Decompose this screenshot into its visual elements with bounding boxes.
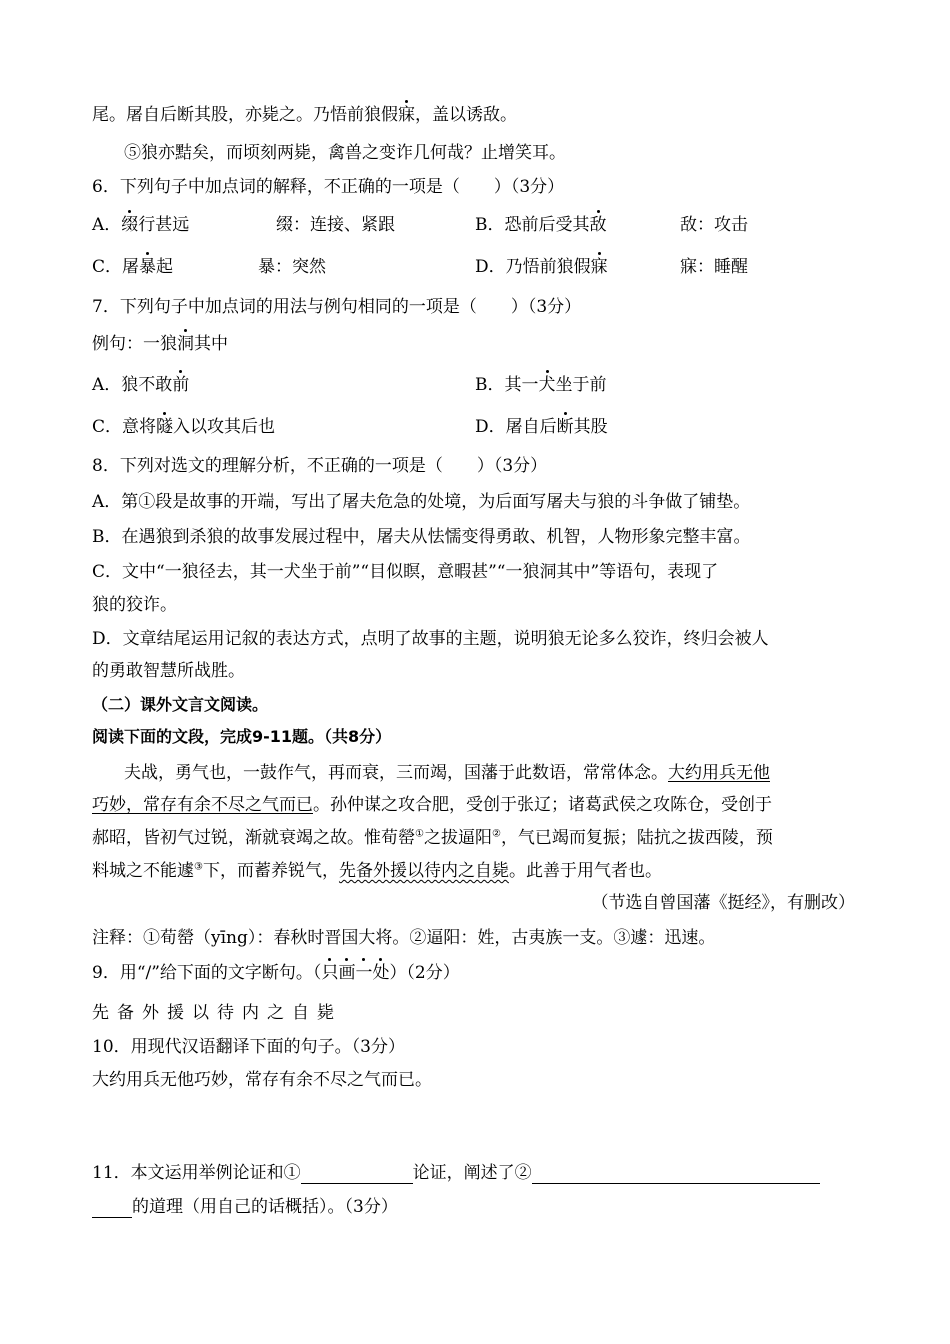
q6-option-b-gloss: 敌：攻击: [680, 215, 748, 235]
q10-sentence: 大约用兵无他巧妙，常存有余不尽之气而已。: [92, 1070, 432, 1090]
dotted-char: 犬: [538, 375, 556, 395]
dotted-char: 一: [355, 963, 373, 983]
q7-example: 例句：一狼洞其中: [92, 334, 228, 354]
question-6-stem: 6．下列句子中加点词的解释，不正确的一项是（ ）（3分）: [92, 177, 565, 197]
footnote-mark: ③: [194, 861, 203, 873]
passage-2-line-3: 郝昭，皆初气过锐，渐就衰竭之故。惟荀罃①之拔逼阳②，气已竭而复振；陆抗之拔西陵，预: [92, 828, 773, 848]
underlined-text: 巧妙，常存有余不尽之气而已: [92, 795, 313, 815]
dotted-char: 前: [172, 375, 190, 395]
q7-option-c: C．意将隧入以攻其后也: [92, 417, 276, 437]
dotted-char: 暴: [139, 257, 157, 277]
question-11-cont: 的道理（用自己的话概括）。（3分）: [92, 1196, 398, 1218]
answer-blank-2[interactable]: [532, 1165, 820, 1184]
q7-option-b: B．其一犬坐于前: [475, 375, 607, 395]
dotted-char: 画: [338, 963, 356, 983]
question-10-stem: 10．用现代汉语翻译下面的句子。（3分）: [92, 1037, 405, 1057]
footnote-mark: ①: [415, 828, 424, 840]
q8-option-a: A．第①段是故事的开端，写出了屠夫危急的处境，为后面写屠夫与狼的斗争做了铺垫。: [92, 492, 751, 512]
q8-option-c-cont: 狼的狡诈。: [92, 595, 177, 615]
passage-2-line-2: 巧妙，常存有余不尽之气而已。孙仲谋之攻合肥，受创于张辽；诸葛武侯之攻陈仓，受创于: [92, 795, 772, 815]
passage-source: （节选自曾国藩《挺经》，有删改）: [591, 893, 855, 913]
wavy-underlined-text: 先备外援以待内之自毙: [338, 861, 509, 881]
question-11-stem: 11．本文运用举例论证和① 论证，阐述了②: [92, 1162, 820, 1184]
q8-option-d: D．文章结尾运用记叙的表达方式，点明了故事的主题，说明狼无论多么狡诈，终归会被人: [92, 629, 769, 649]
dotted-char: 寐: [590, 257, 608, 277]
dotted-char: 隧: [156, 417, 174, 437]
question-8-stem: 8．下列对选文的理解分析，不正确的一项是（ ）（3分）: [92, 456, 548, 476]
q6-option-a-gloss: 缀：连接、紧跟: [276, 215, 395, 235]
dotted-char: 寐: [398, 105, 415, 125]
q8-option-d-cont: 的勇敢智慧所战胜。: [92, 661, 245, 681]
passage-line: 尾。屠自后断其股，亦毙之。乃悟前狼假寐，盖以诱敌。: [92, 105, 517, 125]
dotted-char: 只: [321, 963, 339, 983]
q6-option-b: B．恐前后受其敌: [475, 215, 607, 235]
passage-2-line-1: 夫战，勇气也，一鼓作气，再而衰，三而竭，国藩于此数语，常常体念。大约用兵无他: [124, 763, 770, 783]
dotted-char: 缀: [121, 215, 139, 235]
answer-blank-2-cont[interactable]: [92, 1199, 132, 1218]
section-heading: （二）课外文言文阅读。: [92, 695, 269, 714]
q6-option-c-gloss: 暴：突然: [258, 257, 326, 277]
question-9-stem: 9．用“/”给下面的文字断句。（只画一处）（2分）: [92, 963, 460, 983]
annotations: 注释：①荀罃（yīng）：春秋时晋国大将。②逼阳：姓，古夷族一支。③遽：迅速。: [92, 928, 716, 948]
q6-option-c: C．屠暴起: [92, 257, 174, 277]
dotted-char: 敌: [589, 215, 607, 235]
dotted-char: 断: [556, 417, 574, 437]
answer-blank-1[interactable]: [301, 1165, 413, 1184]
q8-option-b: B．在遇狼到杀狼的故事发展过程中，屠夫从怯懦变得勇敢、机智，人物形象完整丰富。: [92, 527, 751, 547]
q6-option-a: A．缀行甚远: [92, 215, 190, 235]
question-7-stem: 7．下列句子中加点词的用法与例句相同的一项是（ ）（3分）: [92, 297, 582, 317]
footnote-mark: ②: [491, 828, 501, 840]
passage-line: ⑤狼亦黠矣，而顷刻两毙，禽兽之变诈几何哉？止增笑耳。: [124, 143, 566, 163]
section-instruction: 阅读下面的文段，完成9-11题。（共8分）: [92, 727, 392, 746]
q8-option-c: C．文中“一狼径去，其一犬坐于前”“目似瞑，意暇甚”“一狼洞其中”等语句，表现了: [92, 562, 719, 582]
q6-option-d-gloss: 寐：睡醒: [680, 257, 748, 277]
q9-text-to-punctuate[interactable]: 先备外援以待内之自毙: [92, 1003, 342, 1023]
dotted-char: 洞: [177, 334, 194, 354]
q7-option-a: A．狼不敢前: [92, 375, 190, 395]
q7-option-d: D．屠自后断其股: [475, 417, 608, 437]
dotted-char: 处: [372, 963, 390, 983]
underlined-text: 大约用兵无他: [668, 763, 770, 783]
q6-option-d: D．乃悟前狼假寐: [475, 257, 608, 277]
passage-2-line-4: 料城之不能遽③下，而蓄养锐气，先备外援以待内之自毙。此善于用气者也。: [92, 861, 662, 881]
